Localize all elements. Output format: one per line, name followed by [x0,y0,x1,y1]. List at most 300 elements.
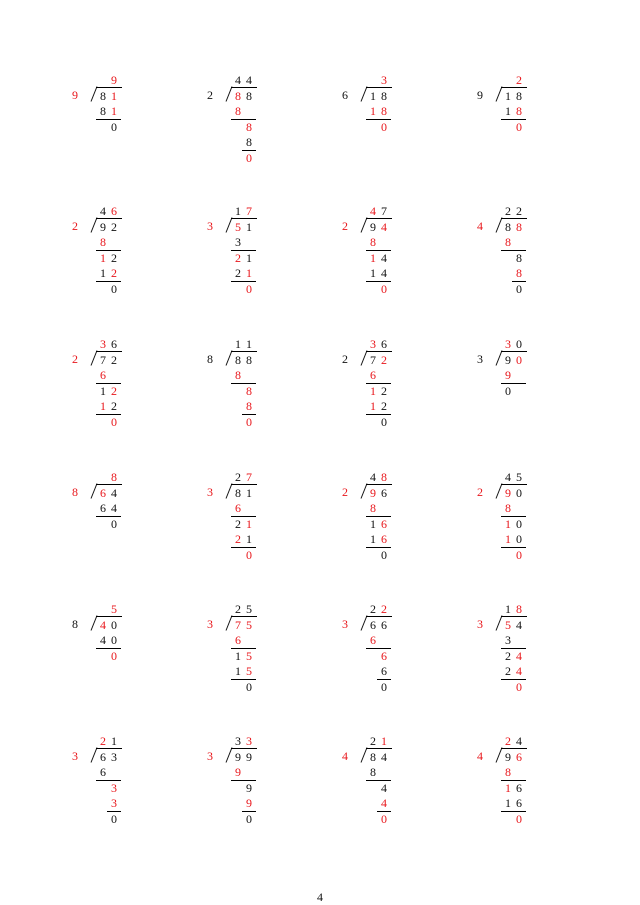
divisor: 3 [207,485,213,499]
divisor: 3 [477,352,483,366]
digit: 8 [246,88,252,103]
subtraction-line [512,281,526,282]
division-vinculum [96,484,122,485]
quotient-digit: 3 [246,734,252,748]
division-vinculum [366,616,392,617]
division-vinculum [96,351,122,352]
division-vinculum [501,748,527,749]
quotient-digit: 2 [505,204,511,218]
divisor: 4 [342,749,348,763]
subtraction-line [96,119,121,120]
digit: 8 [381,88,387,103]
quotient-digit: 1 [246,337,252,351]
digit: 0 [111,516,117,531]
digit: 1 [100,383,106,398]
digit: 5 [235,219,241,234]
subtraction-line [96,516,121,517]
digit: 8 [235,368,241,382]
long-division-problem [205,74,315,174]
digit: 8 [370,749,376,764]
digit: 9 [505,368,511,382]
digit: 8 [505,219,511,234]
digit: 1 [246,250,252,265]
digit: 1 [370,532,376,546]
quotient-digit: 7 [246,204,252,218]
subtraction-line [96,383,121,384]
subtraction-line [366,119,391,120]
digit: 8 [100,104,106,118]
long-division-problem [340,205,450,305]
digit: 0 [516,352,522,367]
division-vinculum [501,87,527,88]
digit: 0 [111,648,117,663]
divisor: 3 [207,219,213,233]
subtraction-line [231,383,256,384]
quotient-digit: 2 [516,73,522,87]
digit: 4 [516,648,522,663]
digit: 1 [111,104,117,118]
digit: 9 [246,749,252,764]
digit: 4 [516,664,522,678]
digit: 6 [370,368,376,382]
long-division-problem [70,338,180,438]
divisor: 9 [477,88,483,102]
digit: 8 [516,266,522,280]
digit: 1 [246,516,252,531]
digit: 9 [246,796,252,810]
digit: 8 [516,219,522,234]
digit: 2 [111,352,117,367]
digit: 8 [246,119,252,134]
divisor: 4 [477,749,483,763]
subtraction-line [501,547,526,548]
page-number: 4 [317,890,323,904]
long-division-problem [205,338,315,438]
division-vinculum [96,748,122,749]
subtraction-line [366,648,391,649]
digit: 0 [516,679,522,694]
subtraction-line [107,811,121,812]
digit: 9 [235,749,241,764]
digit: 4 [381,250,387,265]
divisor: 3 [207,749,213,763]
digit: 1 [100,250,106,265]
digit: 6 [100,749,106,764]
digit: 8 [505,235,511,249]
digit: 8 [235,104,241,118]
digit: 6 [370,633,376,647]
digit: 1 [505,104,511,118]
digit: 0 [516,485,522,500]
digit: 8 [235,88,241,103]
division-vinculum [366,748,392,749]
digit: 2 [235,250,241,265]
digit: 9 [505,352,511,367]
subtraction-line [501,250,526,251]
digit: 1 [370,88,376,103]
subtraction-line [366,250,391,251]
digit: 3 [111,780,117,795]
digit: 5 [246,648,252,663]
divisor: 8 [72,617,78,631]
digit: 0 [111,281,117,296]
division-vinculum [96,218,122,219]
digit: 2 [235,532,241,546]
digit: 0 [246,679,252,694]
digit: 6 [100,501,106,515]
divisor: 2 [207,88,213,102]
quotient-digit: 2 [370,602,376,616]
digit: 4 [381,266,387,280]
division-vinculum [501,484,527,485]
digit: 6 [381,532,387,546]
digit: 9 [100,219,106,234]
quotient-digit: 0 [516,337,522,351]
quotient-digit: 8 [516,602,522,616]
digit: 7 [100,352,106,367]
digit: 1 [370,399,376,413]
digit: 6 [100,765,106,779]
subtraction-line [366,516,391,517]
digit: 2 [111,399,117,413]
digit: 9 [505,749,511,764]
digit: 9 [370,219,376,234]
digit: 4 [100,617,106,632]
digit: 6 [381,648,387,663]
long-division-problem [205,735,315,835]
quotient-digit: 5 [111,602,117,616]
digit: 6 [370,617,376,632]
digit: 2 [505,664,511,678]
divisor: 2 [72,352,78,366]
digit: 8 [516,88,522,103]
quotient-digit: 4 [235,73,241,87]
digit: 0 [111,811,117,826]
divisor: 2 [72,219,78,233]
long-division-problem [70,735,180,835]
quotient-digit: 4 [100,204,106,218]
digit: 8 [246,135,252,149]
subtraction-line [501,679,526,680]
divisor: 2 [477,485,483,499]
subtraction-line [231,250,256,251]
digit: 2 [505,648,511,663]
digit: 0 [516,281,522,296]
digit: 8 [505,765,511,779]
digit: 0 [246,414,252,429]
digit: 3 [235,235,241,249]
digit: 5 [246,664,252,678]
digit: 6 [381,664,387,678]
digit: 9 [505,485,511,500]
digit: 8 [505,501,511,515]
digit: 0 [516,532,522,546]
quotient-digit: 3 [100,337,106,351]
division-vinculum [96,87,122,88]
subtraction-line [501,780,526,781]
digit: 2 [381,383,387,398]
long-division-problem [475,603,585,703]
digit: 8 [381,104,387,118]
subtraction-line [96,281,121,282]
quotient-digit: 3 [381,73,387,87]
digit: 0 [381,414,387,429]
digit: 8 [100,88,106,103]
subtraction-line [96,414,121,415]
digit: 1 [246,266,252,280]
division-vinculum [231,87,257,88]
digit: 0 [246,281,252,296]
division-vinculum [231,218,257,219]
digit: 1 [505,532,511,546]
digit: 0 [246,547,252,562]
divisor: 4 [477,219,483,233]
quotient-digit: 2 [370,734,376,748]
digit: 1 [505,780,511,795]
quotient-digit: 4 [246,73,252,87]
long-division-problem [340,338,450,438]
digit: 0 [246,150,252,165]
divisor: 2 [342,352,348,366]
long-division-problem [340,74,450,174]
quotient-digit: 1 [235,204,241,218]
digit: 3 [111,796,117,810]
digit: 0 [516,811,522,826]
quotient-digit: 6 [381,337,387,351]
digit: 6 [381,617,387,632]
division-vinculum [96,616,122,617]
divisor: 2 [342,485,348,499]
digit: 3 [505,633,511,647]
division-vinculum [231,484,257,485]
digit: 8 [516,250,522,265]
digit: 6 [235,633,241,647]
subtraction-line [501,648,526,649]
subtraction-line [231,679,256,680]
quotient-digit: 7 [381,204,387,218]
subtraction-line [501,811,526,812]
digit: 8 [370,501,376,515]
digit: 9 [246,780,252,795]
long-division-problem [475,74,585,174]
long-division-problem [205,603,315,703]
quotient-digit: 8 [111,470,117,484]
long-division-problem [475,338,585,438]
digit: 6 [516,796,522,810]
digit: 6 [516,749,522,764]
digit: 1 [370,250,376,265]
digit: 1 [505,516,511,531]
digit: 7 [235,617,241,632]
quotient-digit: 3 [370,337,376,351]
digit: 9 [235,765,241,779]
subtraction-line [231,780,256,781]
division-vinculum [231,748,257,749]
digit: 0 [516,119,522,134]
divisor: 3 [207,617,213,631]
divisor: 3 [342,617,348,631]
quotient-digit: 2 [235,470,241,484]
digit: 4 [111,501,117,515]
digit: 0 [381,119,387,134]
quotient-digit: 5 [246,602,252,616]
divisor: 3 [477,617,483,631]
division-vinculum [231,351,257,352]
digit: 1 [370,104,376,118]
division-vinculum [366,87,392,88]
digit: 1 [505,796,511,810]
quotient-digit: 1 [111,734,117,748]
digit: 8 [516,104,522,118]
divisor: 3 [72,749,78,763]
digit: 2 [111,383,117,398]
digit: 2 [235,266,241,280]
subtraction-line [377,679,391,680]
long-division-problem [70,603,180,703]
quotient-digit: 9 [111,73,117,87]
digit: 0 [381,679,387,694]
divisor: 8 [207,352,213,366]
quotient-digit: 4 [516,734,522,748]
long-division-problem [340,735,450,835]
subtraction-line [242,150,256,151]
quotient-digit: 2 [505,734,511,748]
digit: 4 [381,749,387,764]
division-vinculum [366,218,392,219]
subtraction-line [231,281,256,282]
digit: 8 [235,352,241,367]
digit: 8 [370,235,376,249]
quotient-digit: 6 [111,337,117,351]
long-division-problem [205,205,315,305]
digit: 2 [381,399,387,413]
long-division-problem [340,471,450,571]
long-division-problem [205,471,315,571]
subtraction-line [231,547,256,548]
digit: 0 [111,119,117,134]
digit: 8 [370,765,376,779]
quotient-digit: 2 [100,734,106,748]
subtraction-line [501,516,526,517]
digit: 6 [381,485,387,500]
subtraction-line [366,414,391,415]
subtraction-line [366,281,391,282]
digit: 0 [505,383,511,398]
digit: 0 [516,516,522,531]
digit: 1 [370,266,376,280]
digit: 6 [100,368,106,382]
digit: 6 [100,485,106,500]
subtraction-line [366,547,391,548]
digit: 0 [516,547,522,562]
division-vinculum [501,218,527,219]
subtraction-line [231,648,256,649]
long-division-problem [70,74,180,174]
quotient-digit: 1 [235,337,241,351]
digit: 0 [111,414,117,429]
quotient-digit: 5 [516,470,522,484]
quotient-digit: 1 [381,734,387,748]
subtraction-line [96,780,121,781]
digit: 1 [505,88,511,103]
digit: 3 [111,749,117,764]
digit: 7 [370,352,376,367]
quotient-digit: 7 [246,470,252,484]
digit: 2 [111,266,117,280]
quotient-digit: 4 [370,204,376,218]
digit: 6 [516,780,522,795]
digit: 1 [235,664,241,678]
digit: 1 [370,383,376,398]
digit: 1 [235,648,241,663]
divisor: 9 [72,88,78,102]
digit: 9 [370,485,376,500]
digit: 8 [246,352,252,367]
digit: 1 [111,88,117,103]
digit: 6 [381,516,387,531]
digit: 5 [505,617,511,632]
subtraction-line [242,414,256,415]
long-division-problem [475,471,585,571]
divisor: 2 [342,219,348,233]
digit: 6 [235,501,241,515]
long-division-problem [340,603,450,703]
digit: 1 [246,219,252,234]
long-division-problem [70,205,180,305]
quotient-digit: 3 [235,734,241,748]
digit: 4 [111,485,117,500]
digit: 0 [381,281,387,296]
division-vinculum [231,616,257,617]
digit: 4 [381,219,387,234]
subtraction-line [377,811,391,812]
digit: 4 [100,633,106,647]
division-vinculum [501,351,527,352]
subtraction-line [366,383,391,384]
quotient-digit: 1 [505,602,511,616]
digit: 8 [100,235,106,249]
subtraction-line [96,250,121,251]
digit: 0 [111,617,117,632]
digit: 1 [100,266,106,280]
digit: 8 [246,383,252,398]
subtraction-line [242,811,256,812]
digit: 2 [235,516,241,531]
quotient-digit: 4 [505,470,511,484]
digit: 1 [246,485,252,500]
digit: 2 [111,219,117,234]
digit: 0 [111,633,117,647]
digit: 1 [100,399,106,413]
quotient-digit: 2 [381,602,387,616]
subtraction-line [231,516,256,517]
divisor: 6 [342,88,348,102]
digit: 4 [381,796,387,810]
subtraction-line [501,119,526,120]
subtraction-line [366,780,391,781]
digit: 2 [381,352,387,367]
digit: 5 [246,617,252,632]
digit: 4 [381,780,387,795]
digit: 0 [381,811,387,826]
subtraction-line [231,119,256,120]
quotient-digit: 3 [505,337,511,351]
long-division-problem [475,735,585,835]
digit: 1 [246,532,252,546]
digit: 1 [370,516,376,531]
quotient-digit: 2 [516,204,522,218]
digit: 0 [381,547,387,562]
